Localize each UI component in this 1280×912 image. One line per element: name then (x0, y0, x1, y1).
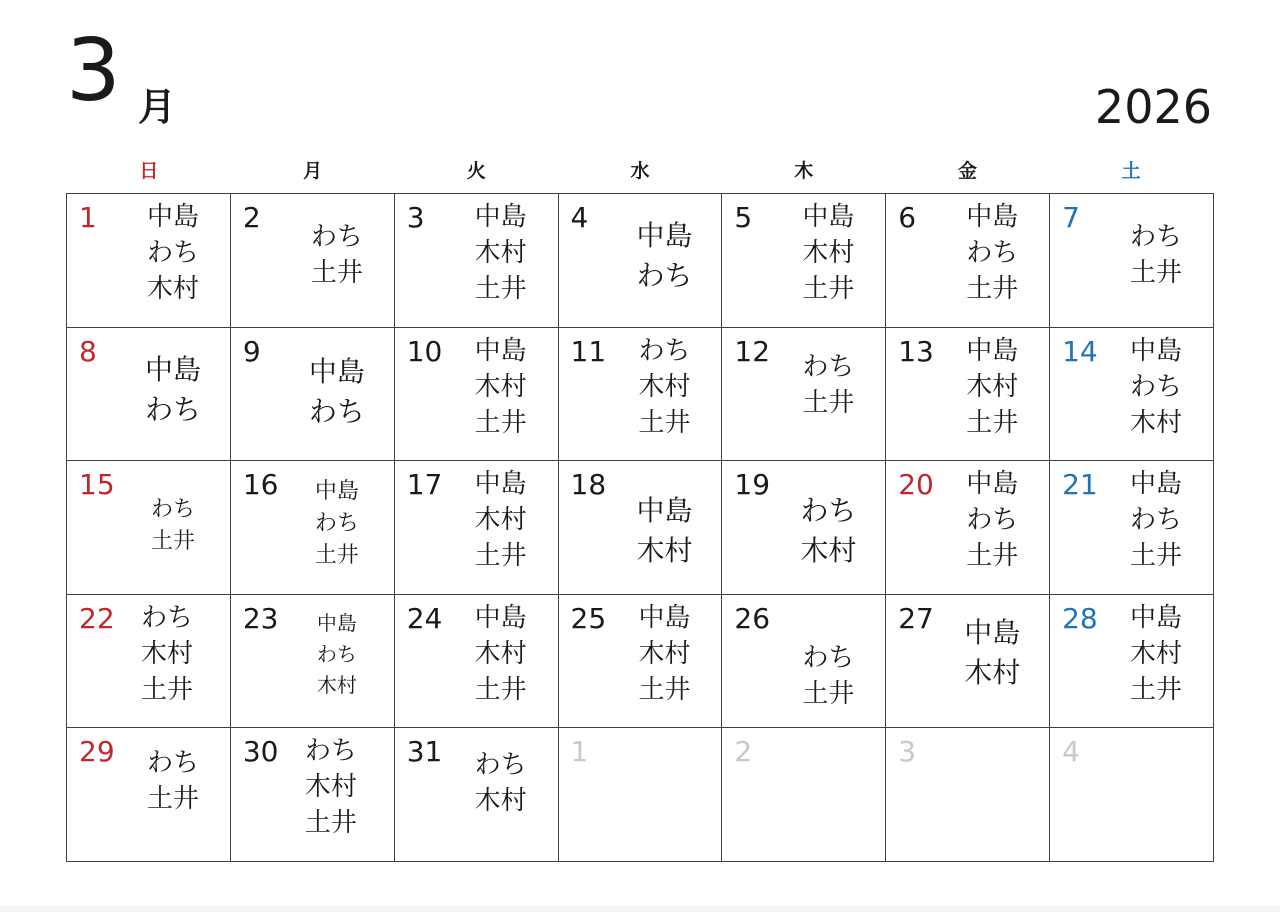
staff-name: わち (638, 335, 691, 366)
day-cell[interactable] (558, 594, 722, 728)
staff-list (609, 602, 721, 713)
staff-list (117, 204, 229, 312)
staff-name: 中島 (802, 202, 855, 232)
staff-name: わち (146, 748, 199, 779)
day-cell-content (722, 595, 885, 728)
day-cell[interactable] (230, 728, 394, 862)
day-cell-content (395, 328, 558, 461)
staff-name: 木村 (474, 786, 527, 817)
day-cell[interactable] (67, 728, 231, 862)
day-cell-content (67, 461, 230, 594)
staff-name: わち (636, 259, 693, 292)
month-number: 3 (66, 21, 121, 121)
day-number: 20 (898, 468, 934, 502)
day-number: 13 (898, 334, 934, 368)
day-number: 15 (79, 468, 115, 502)
day-number: 11 (570, 334, 607, 368)
staff-name: 木村 (316, 672, 357, 697)
staff-list (445, 602, 557, 713)
weekday-thursday: 木 (794, 160, 814, 182)
day-cell-content (395, 461, 558, 594)
staff-name: 木村 (474, 505, 527, 536)
day-cell-content (886, 595, 1049, 728)
day-cell-content (67, 728, 230, 861)
staff-name: 木村 (636, 534, 693, 568)
day-cell[interactable] (886, 728, 1050, 862)
staff-name: 土井 (304, 808, 357, 839)
day-cell[interactable] (722, 461, 886, 595)
day-cell-content (559, 728, 722, 861)
day-cell-content (1050, 194, 1213, 327)
day-cell[interactable] (722, 327, 886, 461)
staff-name: 木村 (966, 371, 1019, 402)
staff-name: 土井 (802, 387, 855, 418)
day-cell[interactable] (558, 461, 722, 595)
staff-name: 木村 (638, 371, 691, 402)
day-number: 24 (406, 601, 443, 635)
staff-list (117, 352, 229, 436)
day-cell-content (231, 461, 394, 594)
day-cell-content (231, 194, 394, 327)
day-number: 10 (406, 334, 443, 368)
staff-name: わち (310, 222, 363, 252)
day-cell-content (886, 328, 1049, 461)
bottom-divider (0, 906, 1280, 912)
staff-name: 中島 (966, 335, 1019, 366)
month-label: 月 (138, 85, 177, 129)
staff-name: 木村 (1130, 638, 1183, 669)
day-cell-content (67, 194, 230, 327)
day-cell-content (722, 461, 885, 594)
week-row (67, 594, 1214, 728)
staff-name: 中島 (964, 615, 1021, 649)
day-cell-content (722, 728, 885, 861)
staff-name: 土井 (146, 784, 199, 815)
calendar-grid (66, 193, 1214, 862)
day-cell[interactable] (1050, 327, 1214, 461)
weekday-tuesday: 火 (466, 160, 486, 182)
day-cell[interactable] (1050, 194, 1214, 328)
staff-list (772, 351, 884, 426)
week-row (67, 728, 1214, 862)
day-number: 2 (734, 735, 753, 769)
weekday-saturday: 土 (1121, 160, 1141, 182)
week-row (67, 327, 1214, 461)
staff-name: わち (304, 736, 357, 767)
staff-list (1100, 335, 1212, 446)
day-cell[interactable] (886, 594, 1050, 728)
staff-name: 土井 (1130, 674, 1183, 705)
staff-name: 土井 (474, 674, 527, 705)
staff-name: 土井 (802, 274, 855, 304)
week-row (67, 461, 1214, 595)
staff-list (281, 354, 393, 438)
day-cell[interactable] (230, 327, 394, 461)
day-cell-content (67, 328, 230, 461)
staff-list (281, 481, 393, 577)
staff-name: わち (474, 750, 527, 781)
staff-name: 中島 (316, 610, 357, 635)
day-cell-content (886, 194, 1049, 327)
staff-name: 土井 (1130, 541, 1183, 572)
staff-name: 木村 (802, 238, 855, 268)
staff-name: 土井 (314, 543, 359, 569)
staff-name: 中島 (314, 479, 359, 505)
staff-name: 中島 (1130, 335, 1183, 366)
staff-name: わち (316, 641, 357, 666)
day-cell-content (722, 194, 885, 327)
day-cell-content (1050, 728, 1213, 861)
staff-name: 中島 (474, 602, 527, 633)
day-cell[interactable] (1050, 461, 1214, 595)
staff-list (281, 224, 393, 296)
day-number: 19 (734, 468, 771, 502)
weekday-wednesday: 水 (630, 160, 650, 182)
staff-name: わち (966, 505, 1019, 536)
day-number: 3 (898, 735, 917, 769)
day-number: 9 (242, 334, 261, 368)
staff-list (117, 499, 229, 563)
staff-name: 木村 (474, 638, 527, 669)
day-cell-content (559, 595, 722, 728)
day-cell[interactable] (722, 594, 886, 728)
staff-name: 木村 (638, 638, 691, 669)
staff-name: わち (800, 494, 857, 528)
day-cell[interactable] (886, 327, 1050, 461)
day-number: 22 (79, 601, 115, 635)
day-number: 14 (1062, 334, 1098, 368)
staff-name: 中島 (474, 469, 527, 500)
staff-name: わち (1130, 222, 1183, 252)
staff-name: 中島 (146, 202, 199, 232)
staff-name: 中島 (474, 202, 527, 232)
staff-name: わち (140, 602, 193, 633)
staff-list (281, 610, 393, 706)
day-cell[interactable] (1050, 594, 1214, 728)
staff-name: 中島 (636, 219, 693, 252)
staff-name: 中島 (1130, 469, 1183, 500)
day-number: 4 (1062, 735, 1080, 769)
day-cell[interactable] (394, 327, 558, 461)
staff-name: 木村 (474, 238, 527, 268)
day-cell-content (1050, 328, 1213, 461)
staff-name: 土井 (966, 541, 1019, 572)
day-cell-content (1050, 461, 1213, 594)
staff-name: 中島 (636, 494, 693, 528)
day-cell[interactable] (886, 194, 1050, 328)
staff-name: わち (308, 394, 365, 428)
day-cell[interactable] (394, 728, 558, 862)
staff-list (609, 219, 721, 302)
day-number: 12 (734, 334, 771, 368)
day-cell[interactable] (230, 194, 394, 328)
staff-list (609, 335, 721, 446)
day-cell[interactable] (558, 728, 722, 862)
day-cell[interactable] (558, 194, 722, 328)
weekday-friday: 金 (957, 160, 977, 182)
day-cell[interactable] (722, 194, 886, 328)
staff-name: わち (1130, 371, 1183, 402)
staff-name: 中島 (474, 335, 527, 366)
staff-name: 木村 (1130, 407, 1183, 438)
day-cell-content (559, 461, 722, 594)
staff-name: 土井 (474, 541, 527, 572)
day-cell-content (231, 328, 394, 461)
staff-name: 土井 (474, 407, 527, 438)
day-cell[interactable] (67, 327, 231, 461)
staff-name: 中島 (966, 469, 1019, 500)
staff-list (445, 335, 557, 446)
day-cell[interactable] (558, 327, 722, 461)
staff-name: 土井 (310, 258, 363, 288)
staff-name: 木村 (474, 371, 527, 402)
day-cell-content (395, 194, 558, 327)
staff-list (936, 335, 1048, 446)
staff-name: 中島 (966, 202, 1019, 232)
staff-name: 木村 (304, 772, 357, 803)
staff-list (936, 471, 1048, 579)
day-number: 1 (79, 201, 97, 234)
staff-name: わち (966, 238, 1019, 268)
staff-name: 木村 (140, 638, 193, 669)
day-cell[interactable] (230, 461, 394, 595)
staff-list (772, 204, 884, 312)
staff-name: 中島 (144, 352, 201, 386)
staff-list (1100, 602, 1212, 713)
day-cell-content (722, 328, 885, 461)
day-cell[interactable] (394, 194, 558, 328)
day-number: 1 (570, 735, 589, 769)
day-cell[interactable] (230, 594, 394, 728)
day-cell-content (231, 728, 394, 861)
weekday-monday: 月 (303, 160, 323, 182)
day-number: 18 (570, 468, 607, 502)
day-cell[interactable] (394, 461, 558, 595)
staff-name: 土井 (802, 678, 855, 709)
staff-list (772, 494, 884, 577)
day-number: 23 (242, 601, 279, 635)
day-number: 30 (242, 735, 279, 769)
day-number: 31 (406, 735, 443, 769)
day-cell[interactable] (394, 594, 558, 728)
staff-name: 中島 (638, 602, 691, 633)
staff-name: わち (314, 511, 359, 537)
day-number: 29 (79, 735, 115, 769)
staff-list (111, 602, 223, 713)
day-number: 25 (570, 601, 607, 635)
day-number: 3 (406, 201, 425, 234)
day-cell[interactable] (67, 461, 231, 595)
staff-list (445, 204, 557, 312)
staff-list (445, 752, 557, 824)
staff-list (1100, 471, 1212, 579)
day-number: 7 (1062, 201, 1080, 234)
staff-name: わち (802, 642, 855, 673)
staff-name: 土井 (150, 529, 195, 555)
staff-name: 木村 (800, 534, 857, 568)
day-number: 8 (79, 334, 97, 368)
staff-list (275, 738, 387, 846)
staff-name: わち (146, 238, 199, 268)
weekday-sunday: 日 (139, 160, 159, 182)
staff-list (1100, 224, 1212, 296)
staff-list (936, 204, 1048, 312)
day-number: 27 (898, 601, 934, 635)
staff-list (772, 642, 884, 717)
day-number: 5 (734, 201, 753, 234)
day-cell[interactable] (67, 594, 231, 728)
staff-name: 木村 (146, 274, 199, 304)
day-cell[interactable] (722, 728, 886, 862)
staff-name: 中島 (308, 354, 365, 388)
day-cell-content (1050, 595, 1213, 728)
day-cell-content (395, 595, 558, 728)
day-number: 17 (406, 468, 443, 502)
day-cell-content (886, 461, 1049, 594)
staff-list (445, 471, 557, 579)
year-label: 2026 (1094, 80, 1212, 134)
staff-list (936, 615, 1048, 699)
staff-name: わち (144, 392, 201, 426)
staff-name: 土井 (638, 674, 691, 705)
day-cell-content (559, 328, 722, 461)
day-number: 21 (1062, 468, 1098, 502)
day-number: 4 (570, 201, 589, 234)
day-cell-content (231, 595, 394, 728)
day-cell[interactable] (1050, 728, 1214, 862)
staff-name: 土井 (966, 274, 1019, 304)
staff-name: 土井 (966, 407, 1019, 438)
day-number: 2 (242, 201, 261, 234)
staff-name: わち (1130, 505, 1183, 536)
week-row (67, 194, 1214, 328)
day-number: 26 (734, 601, 771, 635)
staff-list (117, 750, 229, 822)
staff-name: わち (150, 497, 195, 523)
staff-name: 中島 (1130, 602, 1183, 633)
staff-name: 土井 (474, 274, 527, 304)
day-number: 28 (1062, 601, 1098, 635)
day-number: 6 (898, 201, 917, 234)
staff-list (609, 494, 721, 577)
staff-name: 木村 (964, 655, 1021, 689)
day-cell-content (559, 194, 722, 327)
staff-name: 土井 (140, 674, 193, 705)
staff-name: わち (802, 351, 855, 382)
day-cell-content (395, 728, 558, 861)
day-cell[interactable] (67, 194, 231, 328)
staff-name: 土井 (638, 407, 691, 438)
day-cell-content (886, 728, 1049, 861)
day-number: 16 (242, 468, 279, 502)
staff-name: 土井 (1130, 258, 1183, 288)
day-cell-content (67, 595, 230, 728)
weekday-header-row (67, 154, 1213, 188)
day-cell[interactable] (886, 461, 1050, 595)
